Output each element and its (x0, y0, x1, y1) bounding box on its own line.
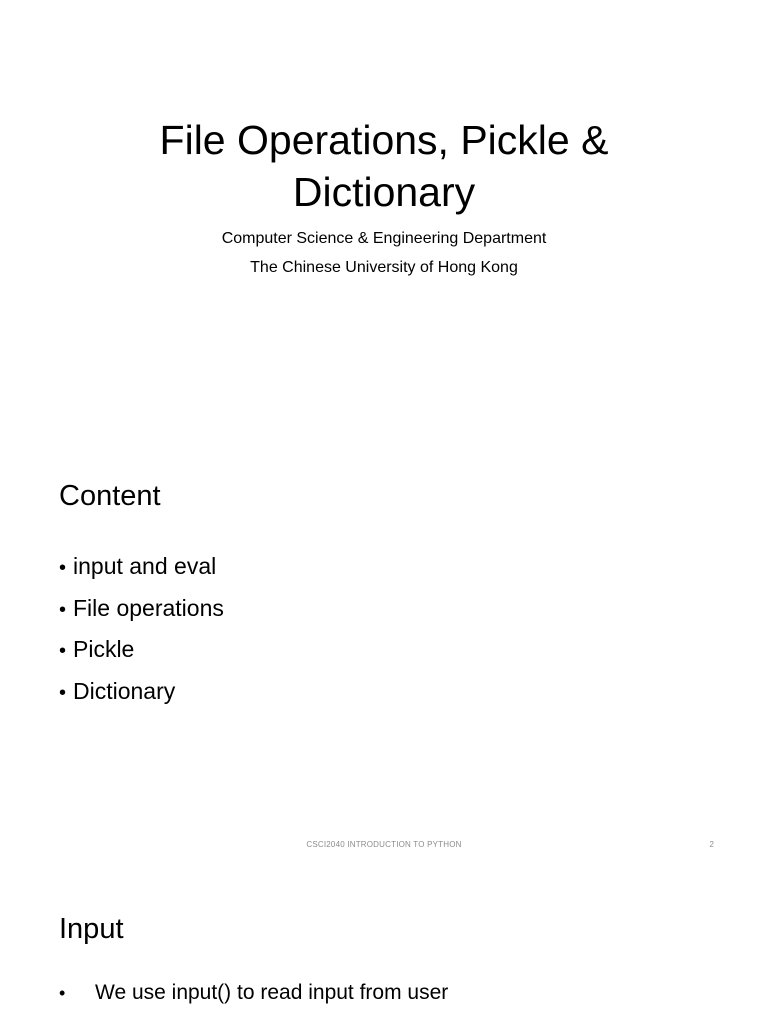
slide-title-line-2: Dictionary (292, 169, 476, 215)
bullet-icon: • (59, 598, 67, 621)
list-item-text: Pickle (73, 636, 135, 662)
list-item (59, 589, 224, 631)
list-item-text: input and eval (73, 553, 217, 579)
slide-title (0, 114, 768, 218)
content-heading: Content (59, 480, 161, 512)
department-subtitle: Computer Science & Engineering Department (221, 230, 547, 247)
slide-title-line-1: File Operations, Pickle & (159, 117, 609, 163)
input-bullet-list (59, 978, 448, 1008)
list-item (59, 978, 448, 1008)
bullet-icon: • (59, 640, 67, 662)
bullet-icon: • (59, 557, 67, 579)
university-subtitle: The Chinese University of Hong Kong (250, 259, 518, 276)
bullet-icon: • (59, 681, 67, 704)
list-item (59, 547, 224, 589)
bullet-icon: • (59, 983, 66, 1003)
slide-footer: CSCI2040 INTRODUCTION TO PYTHON (306, 840, 462, 849)
list-item-text: Dictionary (73, 677, 176, 704)
list-item-text: We use input() to read input from user (95, 981, 449, 1004)
page-number: 2 (709, 840, 714, 849)
list-item (59, 672, 224, 714)
list-item (59, 630, 224, 672)
input-heading: Input (59, 913, 124, 945)
list-item-text: File operations (73, 594, 224, 621)
content-bullet-list (59, 547, 224, 713)
